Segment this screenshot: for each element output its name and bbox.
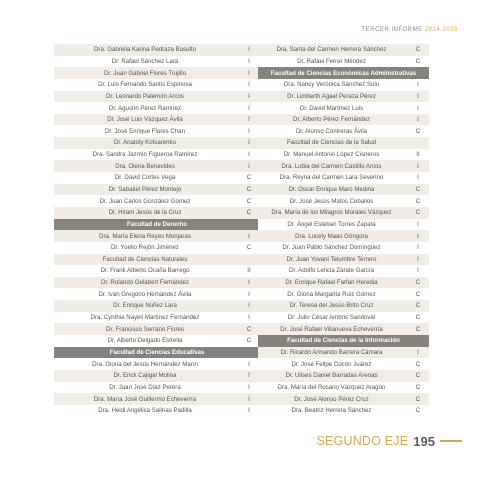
sni-level: C (415, 127, 421, 135)
researcher-name: Dr. Iván Gregorio Hernández Ávila (98, 290, 192, 298)
researcher-name: Dr. Julio César Ambris Sandoval (287, 314, 376, 322)
sni-level: C (246, 209, 252, 217)
sni-level: I (417, 255, 419, 263)
researcher-row (54, 125, 260, 137)
researcher-name: Dra. Santa del Carmen Herrera Sánchez (276, 46, 387, 54)
sni-level (411, 137, 425, 149)
researcher-row (54, 102, 260, 114)
sni-level: C (415, 197, 421, 205)
sni-level: I (417, 116, 419, 124)
researcher-name: Dr. Alonso Contreras Ávila (295, 127, 368, 135)
sni-level: I (248, 383, 250, 391)
researcher-name: Dra. María de los Milagros Morales Vázquez (271, 209, 392, 217)
researcher-name: Dr. Ricardo Armando Barrera Cámara (280, 348, 383, 356)
sni-level: I (248, 151, 250, 159)
researcher-row (54, 393, 260, 405)
researcher-row (54, 405, 260, 417)
sni-level: C (246, 197, 252, 205)
researcher-name: Dr. Agustín Pérez Ramírez (108, 104, 182, 112)
researcher-row (54, 230, 260, 242)
sni-level: C (415, 186, 421, 193)
sni-level: I (248, 162, 250, 170)
sni-level: C (246, 174, 252, 182)
researcher-name: Dr. Adolfo Leticia Zárate García (288, 267, 374, 275)
researcher-name: Dra. Gloria del Jesús Hernández Marín (92, 360, 198, 368)
researcher-name: Dr. José Enrique Flores Chan (105, 127, 185, 135)
sni-level: C (246, 337, 252, 345)
report-years: 2024-2025 (424, 27, 458, 33)
researcher-name: Dra. Lucely Maas Góngora (295, 232, 368, 240)
researcher-name: Dr. Luis Fernando Santis Espinosa (98, 81, 192, 89)
sni-level: I (248, 69, 250, 77)
researcher-row (258, 358, 429, 370)
researcher-row (54, 335, 260, 347)
researcher-row (54, 195, 260, 207)
researcher-name: Dr. José Alonso Pérez Cruz (294, 395, 369, 403)
researcher-row (258, 207, 429, 219)
researcher-row (54, 149, 260, 161)
researcher-name: Dr. Teresa del Jesús Brito Cruz (289, 302, 374, 310)
sni-level: C (415, 57, 421, 65)
researcher-row (258, 323, 429, 335)
sni-level: I (248, 92, 250, 100)
footer-accent-bar (440, 440, 462, 442)
researcher-name: Dr. Juan José Díaz Perera (109, 383, 181, 391)
researcher-row (258, 125, 429, 137)
researcher-row (258, 56, 429, 68)
researcher-name: Dr. Gloria Margarita Ruiz Gómez (287, 290, 376, 298)
sni-level: I (417, 348, 419, 356)
researcher-row (258, 149, 429, 161)
faculty-section-header (54, 219, 260, 231)
sni-level: I (417, 81, 419, 89)
researcher-name: Dra. Cynthia Nayeli Martínez Fernández (90, 314, 200, 322)
section-label: SEGUNDO EJE (316, 434, 409, 448)
researcher-name: Dra. Olena Benavides (115, 162, 175, 170)
researcher-name: Facultad de Ciencias de la Salud (286, 139, 377, 147)
researcher-name: Dr. Juan Pablo Sánchez Domínguez (282, 244, 381, 252)
sni-level: I (248, 302, 250, 310)
researcher-name: Dr. José Jesús Matos Ceballos (289, 197, 374, 205)
page-number: 195 (413, 433, 435, 449)
sni-level: I (417, 174, 419, 182)
sni-level: I (248, 81, 250, 89)
researcher-row (54, 242, 260, 254)
researcher-row (54, 323, 260, 335)
researcher-name: Dra. María del Rosario Vázquez Aragón (277, 383, 386, 391)
report-header (362, 27, 458, 33)
sni-level: I (417, 244, 419, 252)
researcher-name: Dra. Sandra Jazmín Figueroa Ramírez (92, 151, 198, 159)
researcher-row (54, 300, 260, 312)
sni-level: C (415, 302, 421, 310)
researcher-name: Dr. Manuel Antonio López Cisneros (283, 151, 380, 159)
researcher-row (258, 184, 429, 196)
researcher-row (54, 382, 260, 394)
sni-level: II (247, 267, 251, 275)
researcher-row (54, 277, 260, 289)
researcher-row (54, 358, 260, 370)
researcher-name: Dr. Juan Gabriel Flores Trujillo (104, 69, 186, 77)
researcher-name: Dr. Anatoly Kotsarenko (114, 139, 176, 147)
researcher-row (258, 137, 429, 149)
researcher-row (258, 91, 429, 103)
researcher-row (258, 230, 429, 242)
researcher-name: Dr. Alberto Pérez Fernández (293, 116, 370, 124)
researcher-row (54, 114, 260, 126)
researcher-name: Dra. Gabriela Karina Pedraza Basulto (94, 46, 196, 54)
researcher-row (54, 137, 260, 149)
researcher-name: Dr. Hiram Jesús de la Cruz (108, 209, 182, 217)
researcher-row (54, 312, 260, 324)
researcher-row (258, 44, 429, 56)
faculty-section-header (258, 67, 429, 79)
researcher-name: Dr. Frank Alberto Ocaña Barrego (100, 267, 190, 275)
researcher-name: Dra. Lubia del Carmen Castillo Arcos (281, 162, 382, 170)
researcher-name: Facultad de Ciencias Naturales (102, 255, 188, 263)
researcher-name: Dr. Ángel Esteban Torres Zapata (287, 220, 376, 228)
sni-level: II (416, 151, 420, 159)
researcher-row (258, 160, 429, 172)
researcher-row (258, 277, 429, 289)
researcher-row (258, 393, 429, 405)
researcher-row (258, 219, 429, 231)
researcher-row (258, 242, 429, 254)
sni-level: I (417, 104, 419, 112)
sni-level: C (415, 46, 421, 54)
researcher-row (258, 172, 429, 184)
researcher-row (258, 195, 429, 207)
faculty-name: Facultad de Derecho (127, 220, 187, 228)
researcher-row (258, 382, 429, 394)
sni-level: I (248, 360, 250, 368)
researcher-name: Dra. María José Guillermo Echeverría (93, 395, 197, 403)
faculty-name: Facultad de Ciencias Educativas (109, 348, 205, 356)
researcher-name: Dr. Ulises Daniel Barradas Arenas (285, 372, 378, 380)
researcher-row (54, 370, 260, 382)
researcher-name: Dr. Rafael Ferrer Méndez (297, 57, 366, 65)
researcher-row (258, 254, 429, 266)
researcher-name: Dr. Oscar Enrique Maro Medina (288, 186, 375, 193)
sni-level: I (417, 220, 419, 228)
page-footer (316, 431, 462, 451)
researcher-name: Dr. Limberth Agael Peraza Pérez (287, 92, 376, 100)
sni-level: I (417, 267, 419, 275)
researcher-name: Dr. David Cortes Vega (114, 174, 176, 182)
faculty-section-header (54, 347, 260, 359)
faculty-name: Facultad de Ciencias de la Información (287, 337, 400, 345)
researcher-name: Dra. Heidi Angélica Salinas Padilla (98, 407, 192, 415)
researcher-row (258, 405, 429, 417)
sni-level: C (246, 244, 252, 252)
sni-level: I (248, 372, 250, 380)
researcher-name: Dra. Nancy Verónica Sánchez Sulu (283, 81, 380, 89)
researcher-name: Dr. Alberto Delgado Estrella (107, 337, 183, 345)
sni-level: C (415, 407, 421, 415)
sni-level: I (248, 290, 250, 298)
researcher-name: Dr. Leonardo Palemón Arcos (106, 92, 184, 100)
researcher-row (54, 254, 260, 266)
researcher-name: Dr. Rafael Sánchez Lara (111, 57, 179, 65)
researcher-row (258, 288, 429, 300)
sni-level: I (417, 92, 419, 100)
sni-level: I (248, 116, 250, 124)
researcher-row (54, 265, 260, 277)
sni-level: I (248, 57, 250, 65)
researcher-row (54, 207, 260, 219)
sni-level: C (415, 314, 421, 322)
sni-level: C (415, 383, 421, 391)
researcher-name: Dra. Beatriz Herrera Sánchez (291, 407, 372, 415)
sni-level: C (415, 395, 421, 403)
sni-level: C (415, 325, 421, 333)
researcher-row (258, 300, 429, 312)
researcher-row (54, 44, 260, 56)
left-researchers-table (54, 44, 260, 417)
sni-level: C (415, 279, 421, 287)
sni-level: C (246, 186, 252, 193)
researcher-row (258, 347, 429, 359)
researcher-name: Dr. Juan Carlos González Gómez (99, 197, 191, 205)
researcher-row (258, 102, 429, 114)
sni-level: I (248, 395, 250, 403)
researcher-name: Dr. Yuello Rejón Jiménez (111, 244, 179, 252)
researcher-name: Dr. Juan Yovani Telumbre Terrero (286, 255, 377, 263)
researcher-name: Dr. Enrique Núñez Lara (113, 302, 177, 310)
sni-level (242, 254, 256, 266)
researcher-row (258, 265, 429, 277)
researcher-row (54, 160, 260, 172)
researcher-row (54, 56, 260, 68)
sni-level: I (248, 407, 250, 415)
researcher-name: Dr. Francisco Serrano Flores (106, 325, 184, 333)
researcher-name: Dra. María Elena Reyes Monjaras (99, 232, 191, 240)
researcher-name: Dr. Sabatiel Pérez Montejo (108, 186, 182, 193)
sni-level: I (417, 232, 419, 240)
researcher-row (258, 312, 429, 324)
sni-level: C (415, 372, 421, 380)
researcher-name: Dr. Enrique Rafael Farfan Heredia (285, 279, 378, 287)
sni-level: I (248, 46, 250, 54)
faculty-section-header (258, 335, 429, 347)
sni-level: C (415, 209, 421, 217)
researcher-row (54, 184, 260, 196)
sni-level: I (248, 279, 250, 287)
researcher-row (258, 370, 429, 382)
sni-level: C (415, 290, 421, 298)
sni-level: I (248, 314, 250, 322)
researcher-row (54, 91, 260, 103)
researcher-name: Dr. José Luis Vázquez Ávila (107, 116, 183, 124)
researcher-row (54, 67, 260, 79)
sni-level: I (248, 127, 250, 135)
researcher-row (258, 114, 429, 126)
sni-level: I (417, 162, 419, 170)
sni-level: I (248, 104, 250, 112)
researcher-name: Dr. Erick Cajigal Molina (113, 372, 177, 380)
sni-level: C (415, 360, 421, 368)
researcher-name: Dr. José Rafael Villanueva Echeverría (280, 325, 383, 333)
researcher-row (54, 79, 260, 91)
sni-level: C (246, 325, 252, 333)
researcher-row (54, 288, 260, 300)
sni-level: I (248, 139, 250, 147)
report-title: TERCER INFORME (361, 27, 425, 33)
right-researchers-table (258, 44, 429, 417)
researcher-name: Dr. David Martínez Luis (299, 104, 364, 112)
researcher-row (54, 172, 260, 184)
sni-level: I (248, 232, 250, 240)
researcher-name: Dr. José Felipe Cocón Juárez (291, 360, 372, 368)
researcher-name: Dra. Reyna del Carmen Lara Severino (279, 174, 384, 182)
faculty-name: Facultad de Ciencias Económicas Administrativas (270, 69, 417, 77)
researcher-name: Dr. Rolando Gelabert Fernández (100, 279, 190, 287)
researcher-row (258, 79, 429, 91)
